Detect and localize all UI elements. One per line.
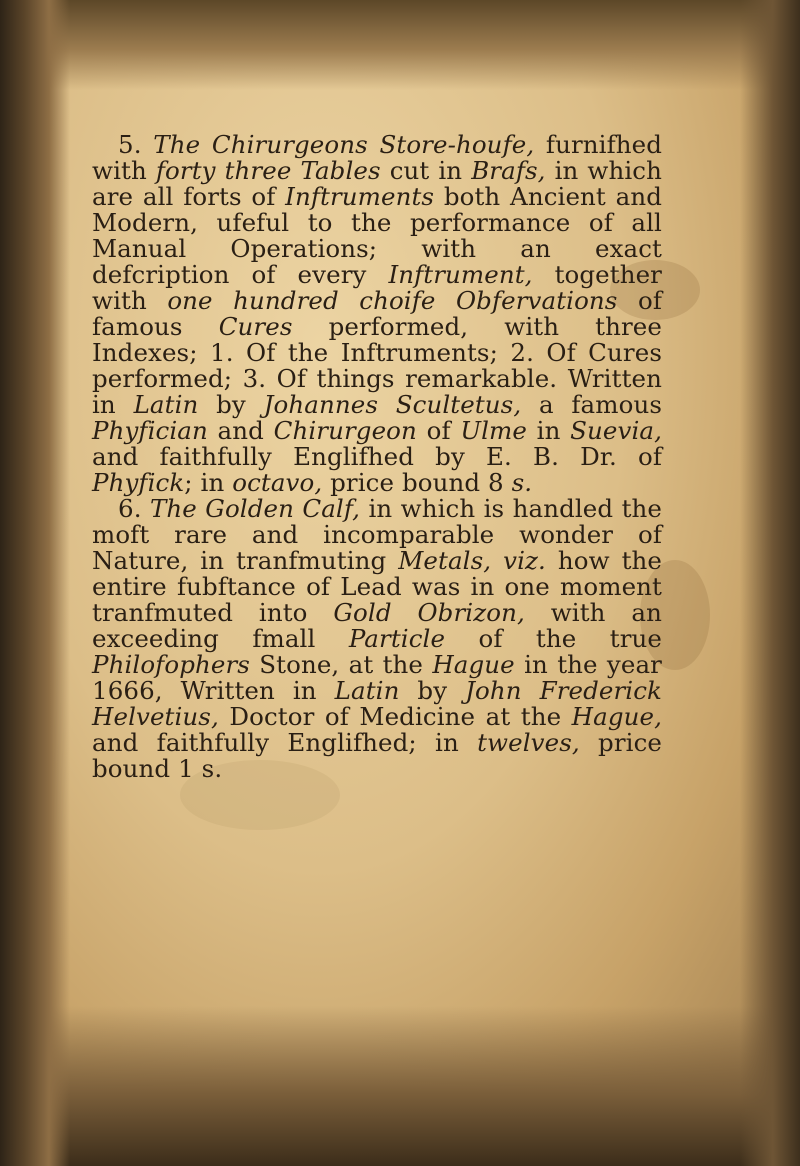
entry-number: 5. xyxy=(118,130,142,159)
page-top-edge xyxy=(0,0,800,90)
entry-number: 6. xyxy=(118,494,142,523)
page-gutter xyxy=(0,0,70,1166)
catalogue-text xyxy=(92,132,662,782)
entry-title: The Golden Calf, xyxy=(149,494,361,523)
catalogue-entry: 5. The Chirurgeons Store-houfe, furnifhed with forty three Tables cut in Brafs, in which are all forts of Inftruments both Ancient and Modern, ufeful to the performance of all Manual Operations; with an exact defcription of every Inftrument, together with one hundred choife Obfervations of famous Cures performed, with three Indexes; 1. Of the Inftruments; 2. Of Cures performed; 3. Of things remarkable. Written in Latin by Johannes Scultetus, a famous Phyfician and Chirurgeon of Ulme in Suevia, and faithfully Englifhed by E. B. Dr. of Phyfick; in octavo, price bound 8 s. xyxy=(92,130,663,497)
catalogue-entry: 6. The Golden Calf, in which is handled the moft rare and incomparable wonder of Nature, in tranfmuting Metals, viz. how the entire fubftance of Lead was in one moment tranfmuted into Gold Obrizon, with an exceeding fmall Particle of the true Philofophers Stone, at the Hague in the year 1666, Written in Latin by John Frederick Helvetius, Doctor of Medicine at the Hague, and faithfully Englifhed; in twelves, price bound 1 s. xyxy=(92,494,662,783)
page-right-edge xyxy=(740,0,800,1166)
entry-title: The Chirurgeons Store-houfe, xyxy=(153,130,535,159)
page-bottom-edge xyxy=(0,1006,800,1166)
